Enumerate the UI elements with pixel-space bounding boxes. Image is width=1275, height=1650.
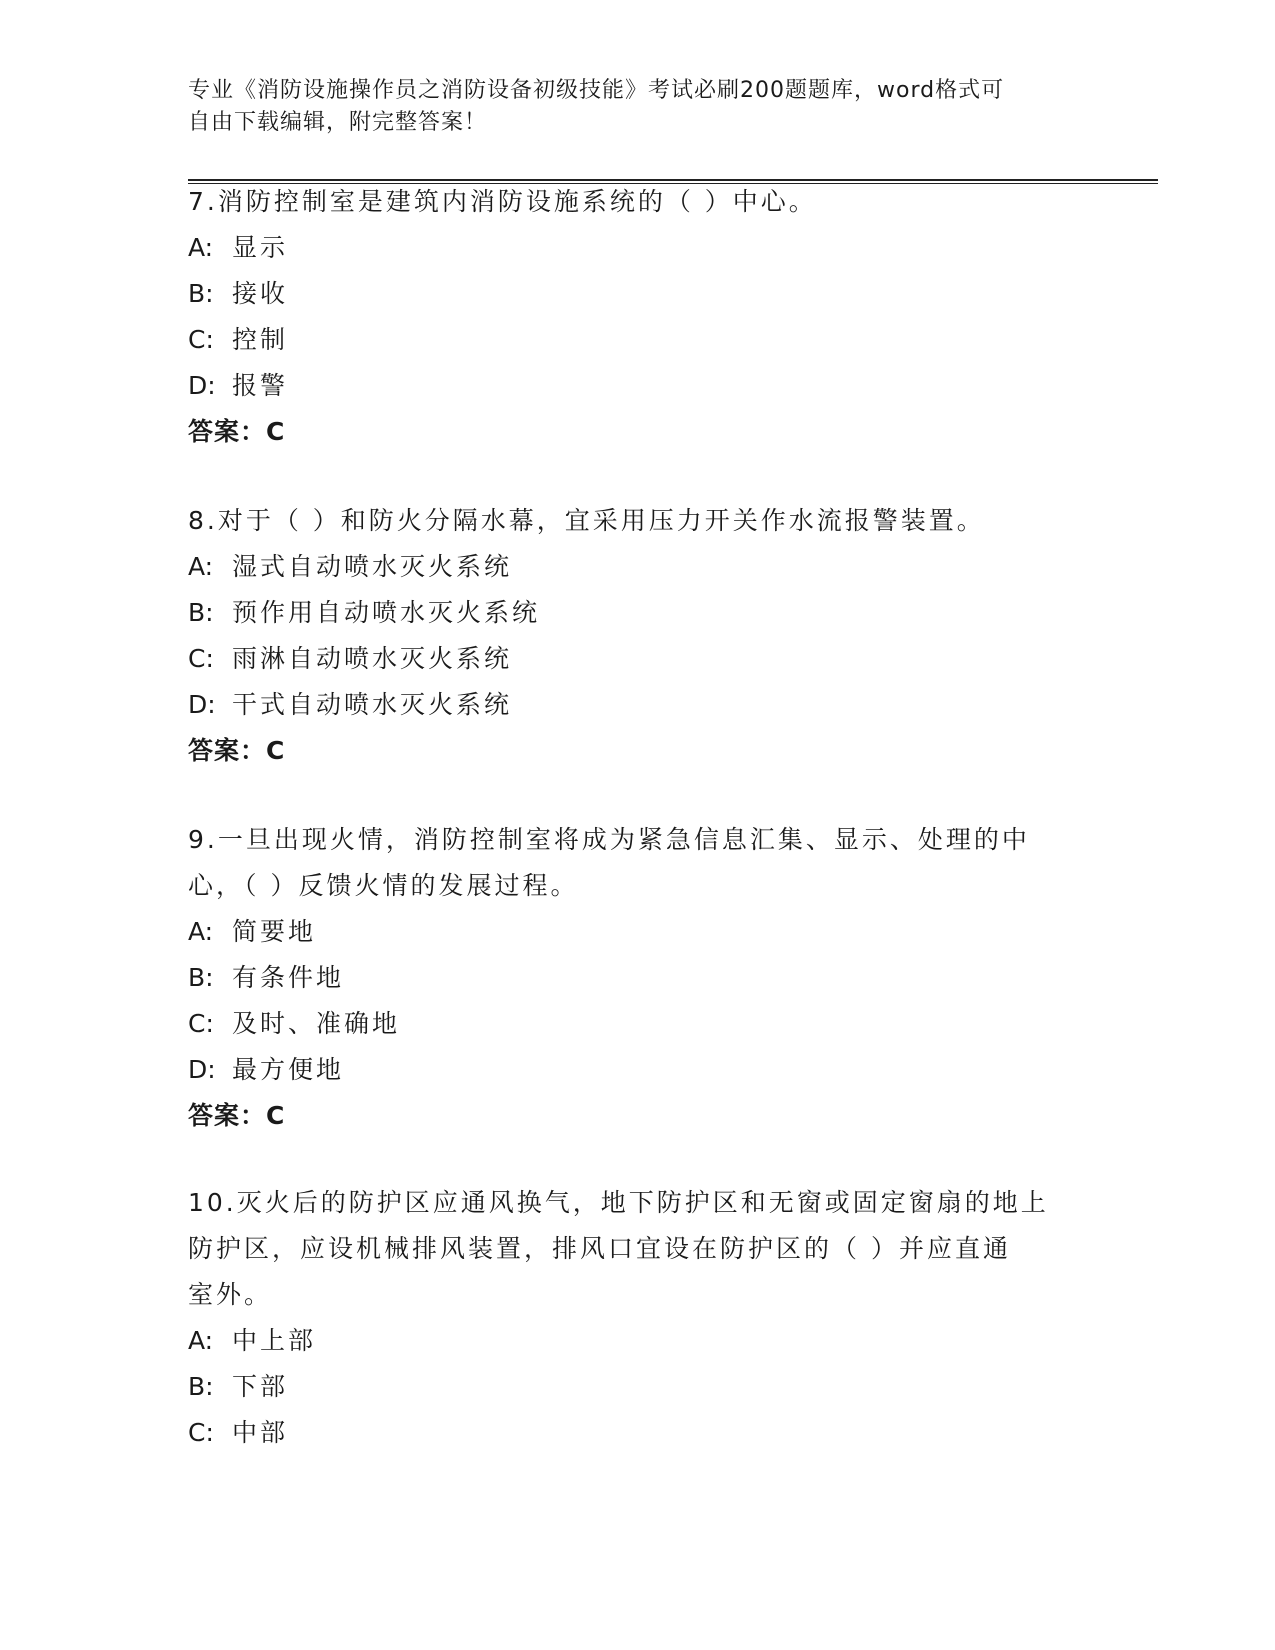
question-10 <box>188 1180 1088 1456</box>
question-text-line-3: 室外。 <box>188 1280 273 1309</box>
option-key: D: <box>188 690 216 719</box>
option-text: 雨淋自动喷水灭火系统 <box>232 644 513 673</box>
question-text-line-1: 9.一旦出现火情，消防控制室将成为紧急信息汇集、显示、处理的中 <box>188 825 1030 854</box>
header-title-line-2: 自由下载编辑，附完整答案！ <box>188 110 488 135</box>
option-key: A: <box>188 917 214 946</box>
option-a <box>188 544 1088 590</box>
option-text: 干式自动喷水灭火系统 <box>232 690 513 719</box>
option-c <box>188 1410 1088 1456</box>
question-text: 7.消防控制室是建筑内消防设施系统的（ ）中心。 <box>188 187 817 216</box>
question-9 <box>188 817 1088 1139</box>
option-key: C: <box>188 1418 214 1447</box>
question-text-line-2: 心，（ ）反馈火情的发展过程。 <box>188 871 579 900</box>
option-text: 中上部 <box>232 1326 317 1355</box>
question-text-line-2: 防护区，应设机械排风装置，排风口宜设在防护区的（ ）并应直通 <box>188 1234 1011 1263</box>
option-a <box>188 909 1088 955</box>
option-b <box>188 955 1088 1001</box>
option-key: A: <box>188 1326 214 1355</box>
option-key: C: <box>188 1009 214 1038</box>
option-text: 简要地 <box>232 917 317 946</box>
document-header <box>188 75 1068 139</box>
option-key: D: <box>188 371 216 400</box>
question-8 <box>188 498 1088 774</box>
option-key: A: <box>188 552 214 581</box>
option-c <box>188 636 1088 682</box>
option-c <box>188 1001 1088 1047</box>
option-d <box>188 682 1088 728</box>
option-text: 报警 <box>232 371 289 400</box>
option-c <box>188 317 1088 363</box>
option-d <box>188 1047 1088 1093</box>
option-a <box>188 225 1088 271</box>
question-text: 8.对于（ ）和防火分隔水幕，宜采用压力开关作水流报警装置。 <box>188 506 985 535</box>
option-text: 控制 <box>232 325 289 354</box>
option-key: B: <box>188 598 214 627</box>
option-text: 预作用自动喷水灭火系统 <box>232 598 541 627</box>
header-title-line-1: 专业《消防设施操作员之消防设备初级技能》考试必刷200题题库，word格式可 <box>188 78 1005 103</box>
option-text: 及时、准确地 <box>232 1009 401 1038</box>
option-text: 有条件地 <box>232 963 345 992</box>
option-key: B: <box>188 279 214 308</box>
option-key: A: <box>188 233 214 262</box>
option-text: 接收 <box>232 279 289 308</box>
option-a <box>188 1318 1088 1364</box>
option-key: B: <box>188 1372 214 1401</box>
answer-line: 答案：C <box>188 417 286 446</box>
option-text: 最方便地 <box>232 1055 345 1084</box>
option-b <box>188 271 1088 317</box>
question-text-line-1: 10.灭火后的防护区应通风换气，地下防护区和无窗或固定窗扇的地上 <box>188 1188 1049 1217</box>
answer-line: 答案：C <box>188 1101 286 1130</box>
option-text: 下部 <box>232 1372 289 1401</box>
option-d <box>188 363 1088 409</box>
option-b <box>188 1364 1088 1410</box>
option-text: 显示 <box>232 233 289 262</box>
answer-line: 答案：C <box>188 736 286 765</box>
question-7 <box>188 179 1088 455</box>
option-key: D: <box>188 1055 216 1084</box>
option-text: 湿式自动喷水灭火系统 <box>232 552 513 581</box>
option-text: 中部 <box>232 1418 289 1447</box>
option-key: C: <box>188 325 214 354</box>
option-key: C: <box>188 644 214 673</box>
option-key: B: <box>188 963 214 992</box>
option-b <box>188 590 1088 636</box>
